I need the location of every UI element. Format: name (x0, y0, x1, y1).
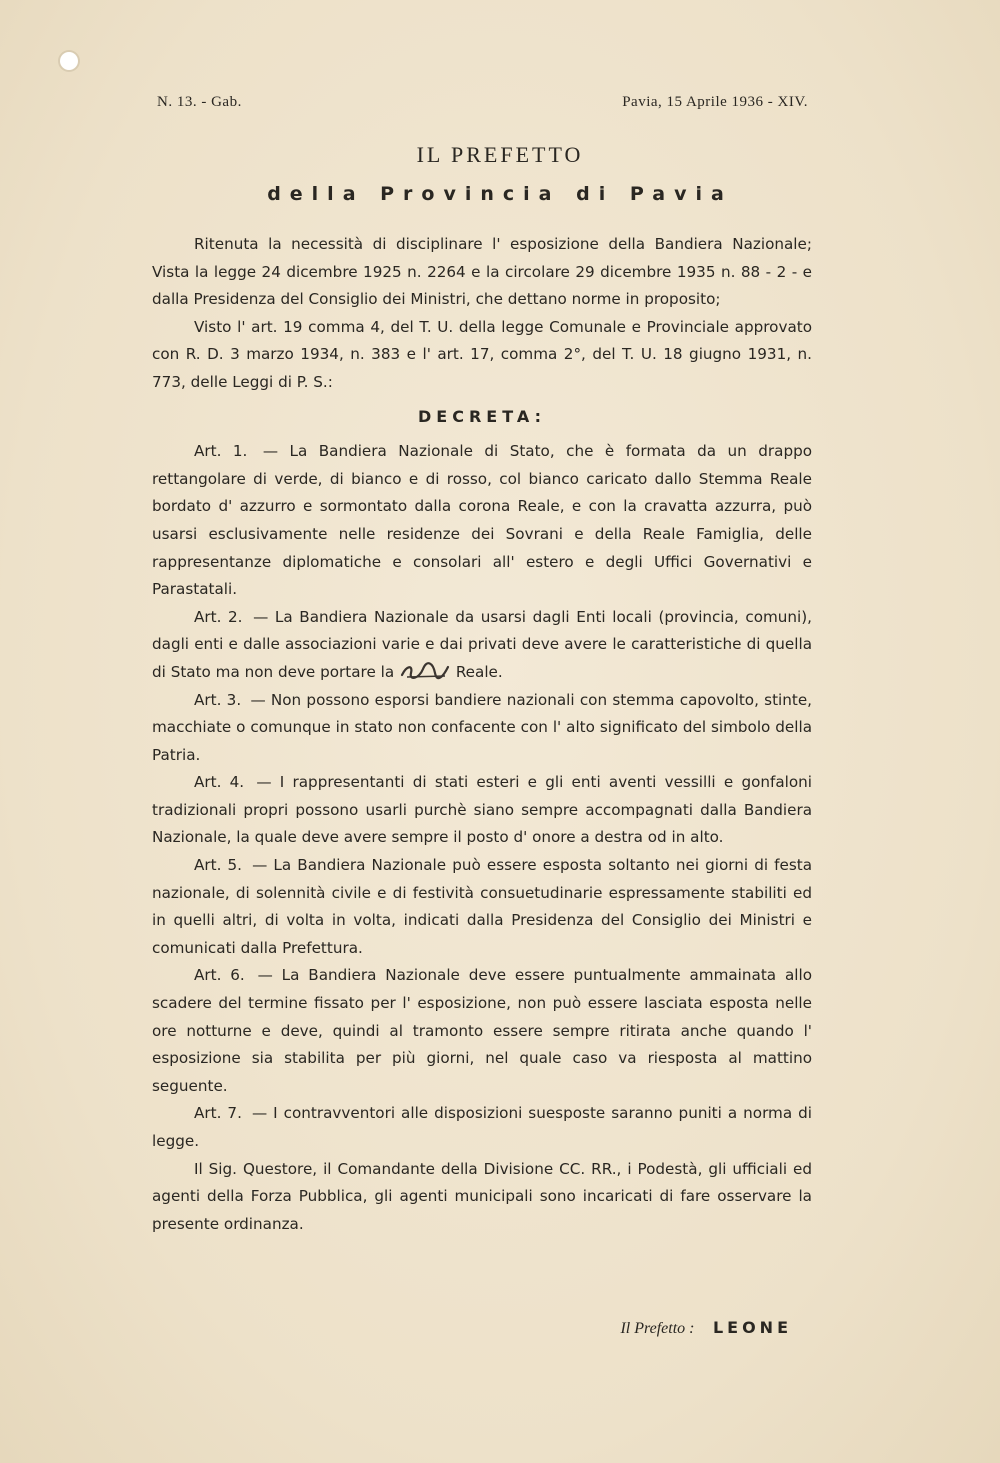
article-text: — La Bandiera Nazionale deve essere puntualmente ammainata allo scadere del termine fissato per l' esposizione, non può essere lasciata esposta nelle ore notturne e deve, quindi al tramonto essere sempre ritirata anche quando l' esposizione sia stabilita per più giorni, nel quale caso va riesposta al mattino seguente. (152, 966, 812, 1095)
article-label: Art. 2. (194, 607, 243, 626)
article-label: Art. 4. (194, 773, 245, 792)
article-5 (152, 852, 812, 962)
decree-heading: DECRETA: (418, 406, 546, 426)
article-label: Art. 1. (194, 442, 248, 461)
document-subtitle: della Provincia di Pavia (267, 183, 733, 205)
article-text: — La Bandiera Nazionale da usarsi dagli Enti locali (provincia, comuni), dagli enti e dalle associazioni varie e dai privati deve avere le caratteristiche di quella di Stato ma non deve portare la (152, 607, 813, 681)
article-text: — I rappresentanti di stati esteri e gli enti aventi vessilli e gonfaloni tradizionali propri possono usarli purchè siano sempre accompagnati dalla Bandiera Nazionale, la quale deve avere sempre il posto d' onore a destra od in alto. (152, 773, 813, 847)
article-text: — Non possono esporsi bandiere nazionali con stemma capovolto, stinte, macchiate o comunque in stato non confacente con l' alto significato del simbolo della Patria. (152, 690, 812, 764)
article-label: Art. 6. (194, 966, 245, 985)
closing-paragraph: Il Sig. Questore, il Comandante della Divisione CC. RR., i Podestà, gli ufficiali ed agenti della Forza Pubblica, gli agenti municipali sono incaricati di fare osservare la presente ordinanza. (152, 1159, 812, 1233)
preamble-paragraph: Visto l' art. 19 comma 4, del T. U. della legge Comunale e Provinciale approvato con R. D. 3 marzo 1934, n. 383 e l' art. 17, comma 2°, del T. U. 18 giugno 1931, n. 773, delle Leggi di P. S.: (152, 317, 812, 391)
article-3 (152, 687, 812, 770)
article-4 (152, 769, 812, 852)
signature-block (620, 1318, 792, 1338)
document-title: IL PREFETTO (416, 142, 584, 167)
article-7 (152, 1100, 812, 1155)
article-text: — La Bandiera Nazionale di Stato, che è formata da un drappo rettangolare di verde, di bianco e di rosso, col bianco caricato dallo Stemma Reale bordato d' azzurro e sormontato dalla corona Reale, e con la cravatta azzurra, può usarsi esclusivamente nelle residenze dei Sovrani e della Reale Famiglia, delle rappresentanze diplomatiche e consolari all' estero e degli Uffici Governativi e Parastatali. (152, 442, 813, 599)
protocol-number: N. 13. - Gab. (157, 94, 242, 110)
article-label: Art. 3. (194, 690, 242, 709)
article-6 (152, 962, 812, 1100)
signature-name: LEONE (712, 1318, 792, 1337)
article-2 (152, 604, 812, 687)
article-label: Art. 5. (194, 856, 243, 875)
document-body (152, 231, 812, 1238)
handwritten-correction-mark (399, 661, 451, 681)
preamble-paragraph: Ritenuta la necessità di disciplinare l' esposizione della Bandiera Nazionale; Vista la legge 24 dicembre 1925 n. 2264 e la circolare 29 dicembre 1935 n. 88 - 2 - e dalla Presidenza del Consiglio dei Ministri, che dettano norme in proposito; (152, 235, 812, 309)
article-text: Reale. (455, 662, 503, 681)
punch-hole (60, 52, 78, 70)
signature-role: Il Prefetto : (620, 1320, 695, 1337)
article-label: Art. 7. (194, 1104, 242, 1123)
article-text: — I contravventori alle disposizioni suesposte saranno puniti a norma di legge. (152, 1104, 813, 1150)
article-1 (152, 438, 812, 604)
place-date: Pavia, 15 Aprile 1936 - XIV. (622, 94, 808, 110)
article-text: — La Bandiera Nazionale può essere esposta soltanto nei giorni di festa nazionale, di solennità civile e di festività consuetudinarie espressamente stabiliti ed in quelli altri, di volta in volta, indicati dalla Presidenza del Consiglio dei Ministri e comunicati dalla Prefettura. (152, 856, 813, 957)
